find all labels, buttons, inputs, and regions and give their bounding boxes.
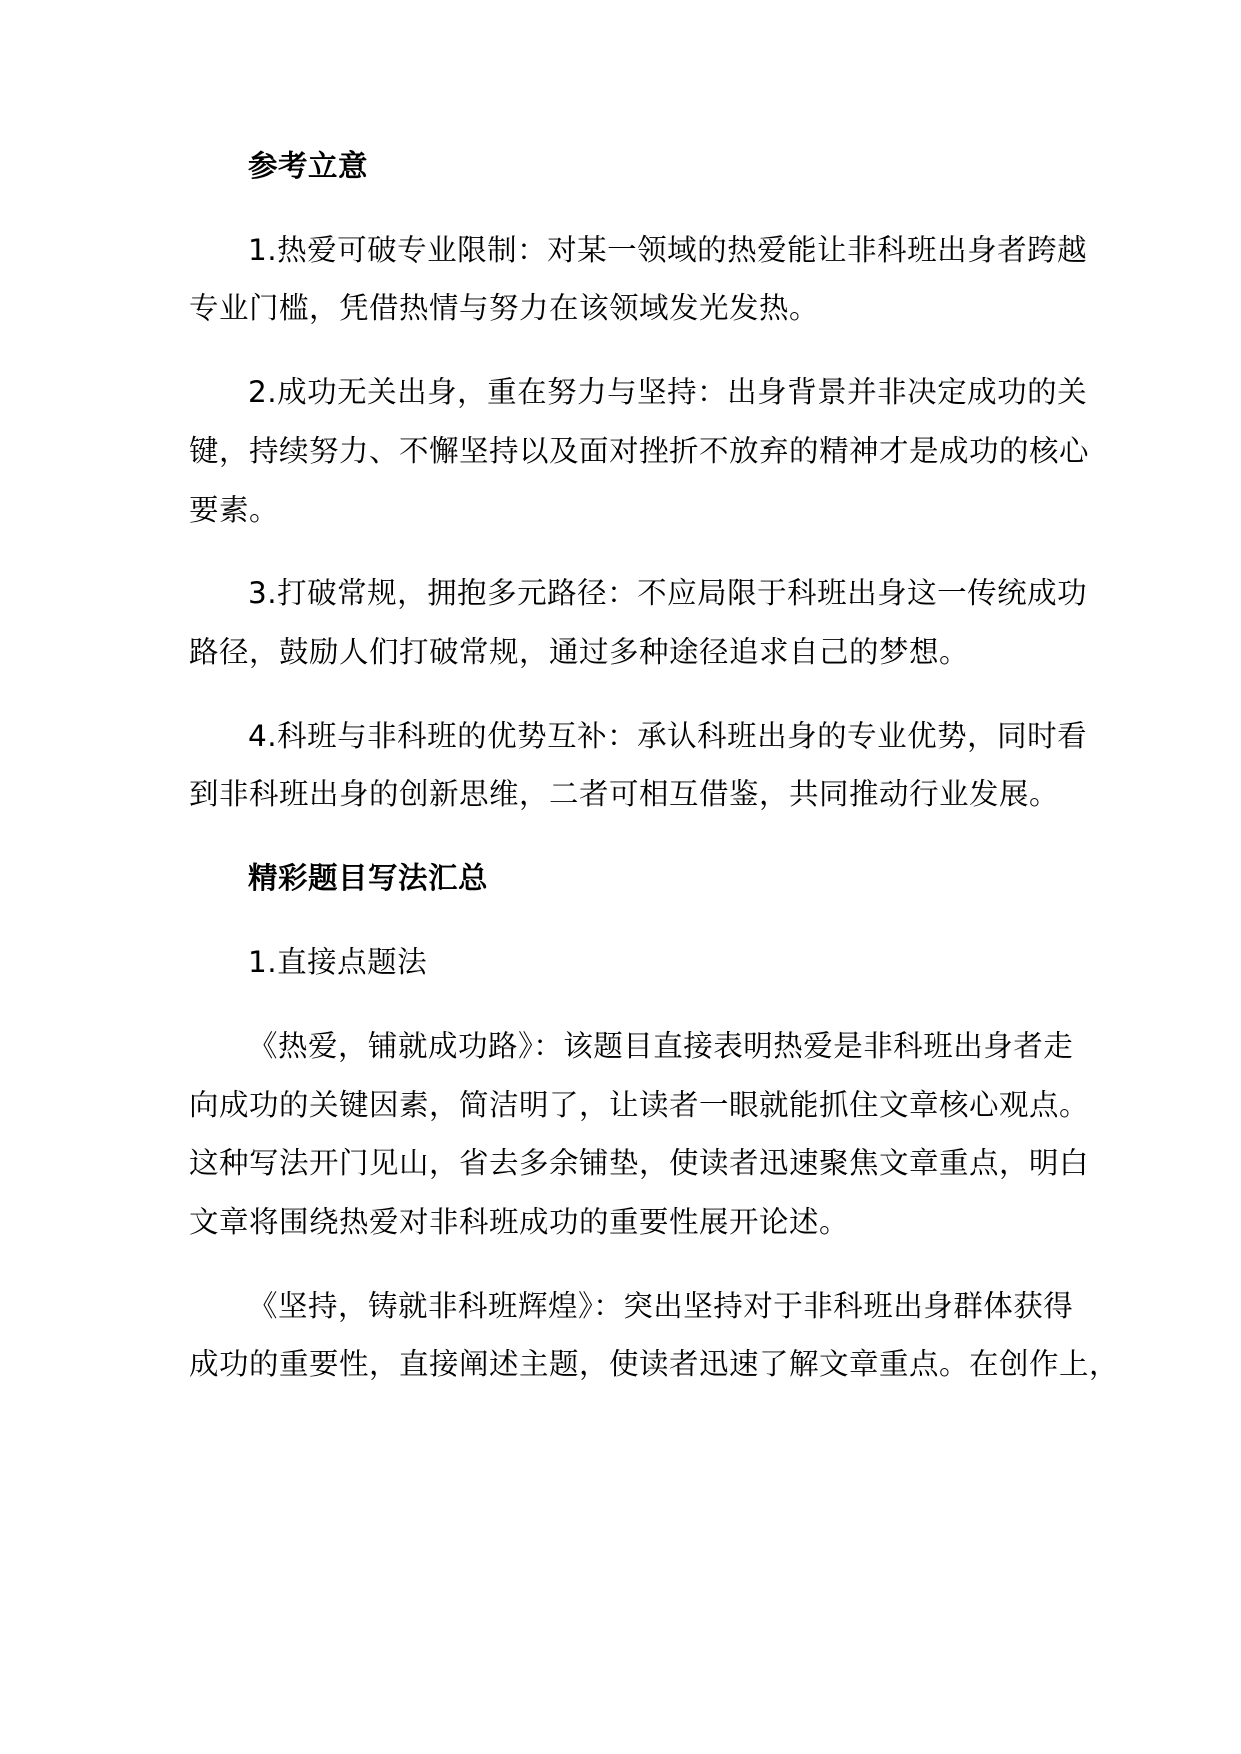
section-heading: 参考立意 <box>248 149 369 183</box>
text-line: 2.成功无关出身，重在努力与坚持：出身背景并非决定成功的关 <box>248 375 1088 409</box>
text-line: 1.直接点题法 <box>248 945 428 979</box>
text-line: 3.打破常规，拥抱多元路径：不应局限于科班出身这一传统成功 <box>248 576 1088 610</box>
text-line: 《热爱，铺就成功路》：该题目直接表明热爱是非科班出身者走 <box>248 1029 1074 1063</box>
text-line: 成功的重要性，直接阐述主题，使读者迅速了解文章重点。在创作上， <box>189 1347 1120 1381</box>
section-heading: 精彩题目写法汇总 <box>248 861 489 895</box>
text-line: 要素。 <box>189 493 280 527</box>
text-line: 专业门槛，凭借热情与努力在该领域发光发热。 <box>189 291 820 325</box>
text-line: 《坚持，铸就非科班辉煌》：突出坚持对于非科班出身群体获得 <box>248 1289 1074 1323</box>
text-line: 4.科班与非科班的优势互补：承认科班出身的专业优势，同时看 <box>248 719 1088 753</box>
text-line: 1.热爱可破专业限制：对某一领域的热爱能让非科班出身者跨越 <box>248 233 1088 267</box>
text-line: 这种写法开门见山，省去多余铺垫，使读者迅速聚焦文章重点，明白 <box>189 1146 1090 1180</box>
text-line: 文章将围绕热爱对非科班成功的重要性展开论述。 <box>189 1205 850 1239</box>
text-line: 路径，鼓励人们打破常规，通过多种途径追求自己的梦想。 <box>189 635 970 669</box>
text-line: 向成功的关键因素，简洁明了，让读者一眼就能抓住文章核心观点。 <box>189 1088 1090 1122</box>
text-line: 到非科班出身的创新思维，二者可相互借鉴，共同推动行业发展。 <box>189 777 1060 811</box>
text-line: 键，持续努力、不懈坚持以及面对挫折不放弃的精神才是成功的核心 <box>189 434 1090 468</box>
